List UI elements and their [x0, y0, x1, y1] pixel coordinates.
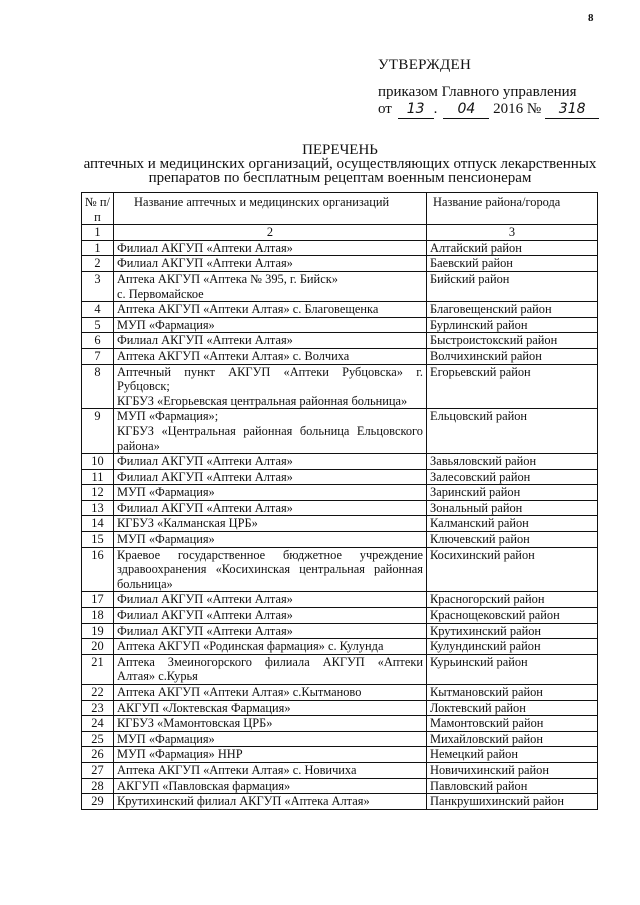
organization-cell: Аптека АКГУП «Аптека № 395, г. Бийск» с. Первомайское: [114, 271, 427, 301]
organization-cell: АКГУП «Павловская фармация»: [114, 778, 427, 794]
row-number: 21: [82, 654, 114, 684]
index-cell: 1: [82, 225, 114, 241]
table-row: [82, 700, 598, 716]
approval-order-text: приказом Главного управления: [378, 84, 577, 100]
header-organization: Название аптечных и медицинских организаций: [114, 193, 427, 225]
organization-cell: МУП «Фармация»: [114, 317, 427, 333]
row-number: 2: [82, 256, 114, 272]
date-separator: .: [433, 101, 438, 117]
row-number: 15: [82, 532, 114, 548]
district-cell: Зональный район: [427, 500, 598, 516]
table-row: [82, 333, 598, 349]
table-row: [82, 240, 598, 256]
organization-cell: Аптека Змеиногорского филиала АКГУП «Аптеки Алтая» с.Курья: [114, 654, 427, 684]
organization-cell: Аптека АКГУП «Родинская фармация» с. Кулунда: [114, 639, 427, 655]
row-number: 8: [82, 364, 114, 409]
row-number: 29: [82, 794, 114, 810]
table-row: [82, 778, 598, 794]
header-number: № п/п: [82, 193, 114, 225]
row-number: 24: [82, 716, 114, 732]
district-cell: Новичихинский район: [427, 762, 598, 778]
organization-cell: КГБУЗ «Калманская ЦРБ»: [114, 516, 427, 532]
table-row: [82, 762, 598, 778]
table-row: [82, 454, 598, 470]
district-cell: Быстроистокский район: [427, 333, 598, 349]
district-cell: Крутихинский район: [427, 623, 598, 639]
organization-cell: Филиал АКГУП «Аптеки Алтая»: [114, 469, 427, 485]
table-row: [82, 747, 598, 763]
table-row: [82, 592, 598, 608]
row-number: 5: [82, 317, 114, 333]
table-row: [82, 639, 598, 655]
organization-cell: Филиал АКГУП «Аптеки Алтая»: [114, 454, 427, 470]
district-cell: Курьинский район: [427, 654, 598, 684]
district-cell: Заринский район: [427, 485, 598, 501]
row-number: 28: [82, 778, 114, 794]
row-number: 12: [82, 485, 114, 501]
organization-cell: МУП «Фармация»: [114, 731, 427, 747]
district-cell: Краснощековский район: [427, 608, 598, 624]
approval-title: УТВЕРЖДЕН: [378, 57, 472, 73]
row-number: 25: [82, 731, 114, 747]
district-cell: Ельцовский район: [427, 409, 598, 454]
table-row: [82, 302, 598, 318]
district-cell: Михайловский район: [427, 731, 598, 747]
row-number: 18: [82, 608, 114, 624]
document-heading: [70, 143, 610, 185]
row-number: 4: [82, 302, 114, 318]
district-cell: Немецкий район: [427, 747, 598, 763]
row-number: 6: [82, 333, 114, 349]
district-cell: Залесовский район: [427, 469, 598, 485]
table-index-row: [82, 225, 598, 241]
district-cell: Косихинский район: [427, 547, 598, 592]
district-cell: Алтайский район: [427, 240, 598, 256]
heading-line-2: препаратов по бесплатным рецептам военным пенсионерам: [148, 170, 532, 186]
row-number: 26: [82, 747, 114, 763]
table-row: [82, 364, 598, 409]
organization-cell: МУП «Фармация»; КГБУЗ «Центральная районная больница Ельцовского района»: [114, 409, 427, 454]
index-cell: 3: [427, 225, 598, 241]
organization-cell: Филиал АКГУП «Аптеки Алтая»: [114, 608, 427, 624]
table-row: [82, 271, 598, 301]
table-row: [82, 409, 598, 454]
district-cell: Кулундинский район: [427, 639, 598, 655]
row-number: 16: [82, 547, 114, 592]
heading-title: ПЕРЕЧЕНЬ: [302, 142, 378, 158]
table-row: [82, 500, 598, 516]
row-number: 22: [82, 685, 114, 701]
district-cell: Егорьевский район: [427, 364, 598, 409]
row-number: 10: [82, 454, 114, 470]
district-cell: Волчихинский район: [427, 348, 598, 364]
number-label: №: [526, 101, 542, 117]
header-district: Название района/города: [427, 193, 598, 225]
row-number: 11: [82, 469, 114, 485]
district-cell: Благовещенский район: [427, 302, 598, 318]
row-number: 14: [82, 516, 114, 532]
from-label: от: [378, 101, 392, 117]
order-number: 318: [545, 101, 599, 119]
table-header-row: [82, 193, 598, 225]
row-number: 9: [82, 409, 114, 454]
table-body: [82, 240, 598, 809]
row-number: 13: [82, 500, 114, 516]
date-year: 2016: [493, 101, 524, 117]
page-number: 8: [588, 12, 594, 24]
table-row: [82, 532, 598, 548]
date-month: 04: [443, 101, 489, 119]
index-cell: 2: [114, 225, 427, 241]
district-cell: Калманский район: [427, 516, 598, 532]
district-cell: Бийский район: [427, 271, 598, 301]
organizations-table: [81, 192, 598, 810]
organization-cell: КГБУЗ «Мамонтовская ЦРБ»: [114, 716, 427, 732]
table-row: [82, 654, 598, 684]
table-row: [82, 794, 598, 810]
table-row: [82, 623, 598, 639]
organization-cell: Филиал АКГУП «Аптеки Алтая»: [114, 256, 427, 272]
district-cell: Кытмановский район: [427, 685, 598, 701]
row-number: 27: [82, 762, 114, 778]
row-number: 7: [82, 348, 114, 364]
district-cell: Баевский район: [427, 256, 598, 272]
date-day: 13: [398, 101, 434, 119]
organization-cell: Аптечный пункт АКГУП «Аптеки Рубцовска» г. Рубцовск; КГБУЗ «Егорьевская центральная районная больница»: [114, 364, 427, 409]
district-cell: Ключевский район: [427, 532, 598, 548]
table-row: [82, 516, 598, 532]
organization-cell: МУП «Фармация»: [114, 485, 427, 501]
table-row: [82, 608, 598, 624]
row-number: 17: [82, 592, 114, 608]
row-number: 19: [82, 623, 114, 639]
district-cell: Завьяловский район: [427, 454, 598, 470]
table-row: [82, 485, 598, 501]
organization-cell: Филиал АКГУП «Аптеки Алтая»: [114, 240, 427, 256]
table-row: [82, 547, 598, 592]
district-cell: Мамонтовский район: [427, 716, 598, 732]
district-cell: Панкрушихинский район: [427, 794, 598, 810]
organization-cell: Краевое государственное бюджетное учреждение здравоохранения «Косихинская центральная районная больница»: [114, 547, 427, 592]
organization-cell: Крутихинский филиал АКГУП «Аптека Алтая»: [114, 794, 427, 810]
district-cell: Красногорский район: [427, 592, 598, 608]
organization-cell: МУП «Фармация» ННР: [114, 747, 427, 763]
approval-date-line: [378, 101, 599, 119]
organization-cell: Филиал АКГУП «Аптеки Алтая»: [114, 623, 427, 639]
organization-cell: Аптека АКГУП «Аптеки Алтая» с. Волчиха: [114, 348, 427, 364]
table-row: [82, 348, 598, 364]
row-number: 23: [82, 700, 114, 716]
table-row: [82, 716, 598, 732]
row-number: 20: [82, 639, 114, 655]
organization-cell: МУП «Фармация»: [114, 532, 427, 548]
organization-cell: Аптека АКГУП «Аптеки Алтая» с.Кытманово: [114, 685, 427, 701]
organization-cell: Аптека АКГУП «Аптеки Алтая» с. Новичиха: [114, 762, 427, 778]
table-row: [82, 469, 598, 485]
district-cell: Локтевский район: [427, 700, 598, 716]
table-row: [82, 317, 598, 333]
organization-cell: АКГУП «Локтевская Фармация»: [114, 700, 427, 716]
table-row: [82, 256, 598, 272]
organization-cell: Филиал АКГУП «Аптеки Алтая»: [114, 500, 427, 516]
table-row: [82, 685, 598, 701]
organization-cell: Филиал АКГУП «Аптеки Алтая»: [114, 333, 427, 349]
organization-cell: Аптека АКГУП «Аптеки Алтая» с. Благовещенка: [114, 302, 427, 318]
table-row: [82, 731, 598, 747]
approval-block: [378, 57, 599, 119]
row-number: 3: [82, 271, 114, 301]
heading-line-1: аптечных и медицинских организаций, осуществляющих отпуск лекарственных: [83, 156, 597, 172]
district-cell: Павловский район: [427, 778, 598, 794]
district-cell: Бурлинский район: [427, 317, 598, 333]
organization-cell: Филиал АКГУП «Аптеки Алтая»: [114, 592, 427, 608]
row-number: 1: [82, 240, 114, 256]
